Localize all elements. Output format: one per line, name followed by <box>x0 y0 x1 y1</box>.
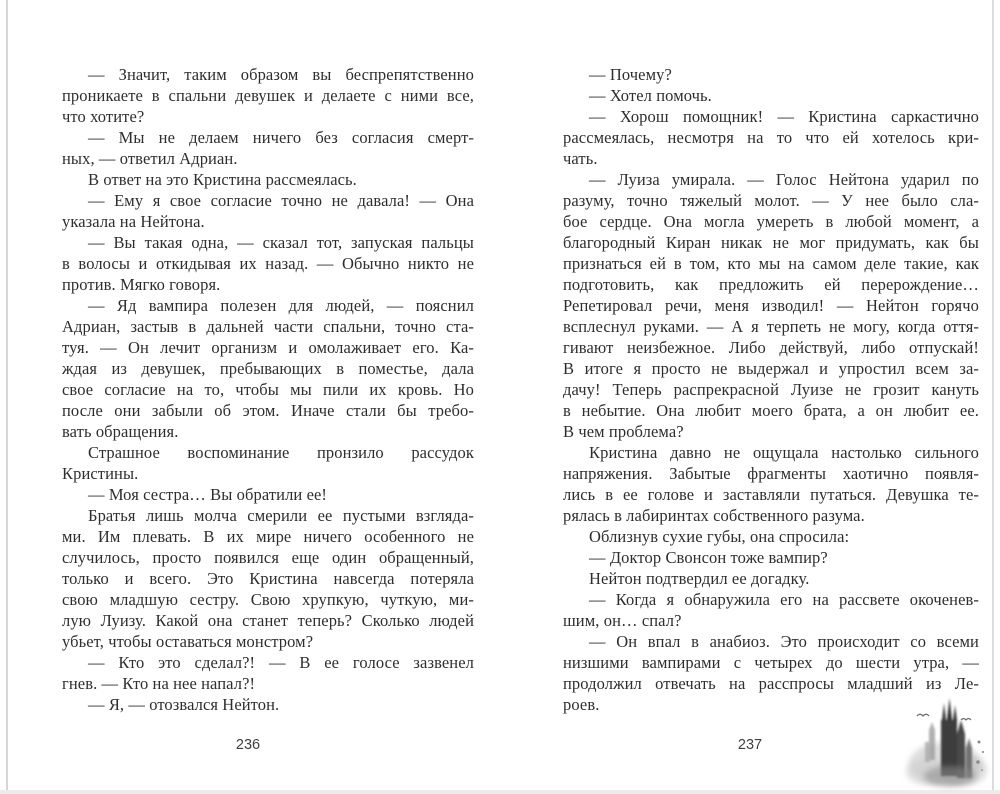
text-line: лую Луизу. Какой она станет теперь? Сколько людей <box>62 611 474 630</box>
text-column-right <box>563 64 979 715</box>
text-column-left <box>62 64 474 715</box>
text-line: проникаете в спальни девушек и делаете с ними все, <box>62 86 474 105</box>
bird-icon <box>961 719 971 721</box>
text-line: низшими вампирами с четырех до шести утра, — <box>563 653 979 672</box>
text-line: В ответ на это Кристина рассмеялась. <box>88 170 357 189</box>
castle-watercolor-illustration <box>895 690 1000 794</box>
text-line: гивают неизбежное. Либо действуй, либо отпускай! <box>563 338 979 357</box>
text-line: — Ему я свое согласие точно не давала! — Она <box>88 191 474 210</box>
text-line: Кристина давно не ощущала настолько сильного <box>589 443 979 462</box>
text-line: гнев. — Кто на нее напал?! <box>62 674 256 693</box>
castle-main-towers <box>941 698 972 778</box>
text-line: всплеснул руками. — А я терпеть не могу, когда оття- <box>563 317 979 336</box>
text-line: В итоге я просто не выдержал и упростил всем за- <box>563 359 979 378</box>
text-line: признаться ей в том, кто мы на самом деле такие, как <box>563 254 979 273</box>
text-line: Нейтон подтвердил ее догадку. <box>589 569 810 588</box>
text-line: Репетировал речи, меня изводил! — Нейтон горячо <box>563 296 979 315</box>
text-line: вать обращения. <box>62 422 179 441</box>
text-line: в волосы и откидывая их назад. — Обычно никто не <box>62 254 474 273</box>
text-line: ных, — ответил Адриан. <box>62 149 238 168</box>
text-line: Страшное воспоминание пронзило рассудок <box>88 443 474 462</box>
text-line: лись в ее голове и заставляли путаться. Девушка те- <box>563 485 979 504</box>
text-line: убьет, чтобы оставаться монстром? <box>62 632 314 651</box>
text-line: — Значит, таким образом вы беспрепятственно <box>88 65 474 84</box>
page-edge-left <box>6 0 8 794</box>
text-line: Братья лишь молча смерили ее пустыми взгляда- <box>88 506 474 525</box>
text-line: ждая из девушек, пребывающих в поместье, дала <box>62 359 474 378</box>
castle-left-tower <box>925 722 935 762</box>
text-line: подготовить, как предложить ей перерождение… <box>563 275 979 294</box>
bird-icon <box>917 714 929 716</box>
text-line: дачу! Теперь распрекрасной Луизе не грозит кануть <box>563 380 979 399</box>
text-line: туя. — Он лечит организм и омолаживает его. Ка- <box>62 338 474 357</box>
text-line: Адриан, застыв в дальней части спальни, точно ста- <box>62 317 474 336</box>
text-line: рялась в лабиринтах собственного разума. <box>563 506 865 525</box>
page-edge-bottom <box>0 790 1000 794</box>
text-line: бое сердце. Она могла умереть в любой момент, а <box>563 212 979 231</box>
text-line: Облизнув сухие губы, она спросила: <box>589 527 850 546</box>
text-line: — Кто это сделал?! — В ее голосе зазвенел <box>88 653 474 672</box>
text-line: ми. Им плевать. В их мире ничего особенного не <box>62 527 474 546</box>
text-line: — Яд вампира полезен для людей, — пояснил <box>88 296 474 315</box>
page-number-left: 236 <box>235 737 261 753</box>
text-line: продолжил отвечать на расспросы младший из Ле- <box>563 674 979 693</box>
text-line: против. Мягко говоря. <box>62 275 221 294</box>
text-line: — Хорош помощник! — Кристина саркастично <box>589 107 979 126</box>
text-line: — Я, — отозвался Нейтон. <box>88 695 280 714</box>
text-line: после они забыли об этом. Иначе стали бы требо- <box>62 401 474 420</box>
text-line: чать. <box>563 149 598 168</box>
text-line: случилось, просто появился еще один обращенный, <box>62 548 474 567</box>
text-line: шим, он… спал? <box>563 611 682 630</box>
text-line: свое согласие на то, чтобы мы пили их кровь. Но <box>62 380 474 399</box>
text-line: — Он впал в анабиоз. Это происходит со всеми <box>589 632 979 651</box>
text-line: — Доктор Свонсон тоже вампир? <box>589 548 828 567</box>
text-line: — Луиза умирала. — Голос Нейтона ударил по <box>589 170 979 189</box>
text-line: напряжения. Забытые фрагменты хаотично появля- <box>563 464 979 483</box>
text-line: рассмеялась, несмотря на то что ей хотелось кри- <box>563 128 979 147</box>
text-line: в небытие. Она любит моего брата, а он любит ее. <box>563 401 979 420</box>
text-line: свою младшую сестру. Свою хрупкую, чуткую, ми- <box>62 590 474 609</box>
text-line: только и всего. Это Кристина навсегда потеряла <box>62 569 474 588</box>
text-line: — Мы не делаем ничего без согласия смерт- <box>88 128 474 147</box>
text-line: роев. <box>563 695 600 714</box>
text-line: — Вы такая одна, — сказал тот, запуская пальцы <box>88 233 474 252</box>
page-number-right: 237 <box>737 737 763 753</box>
text-line: указала на Нейтона. <box>62 212 205 231</box>
text-line: — Почему? <box>589 65 672 84</box>
text-line: — Моя сестра… Вы обратили ее! <box>88 485 328 504</box>
text-line: В чем проблема? <box>563 422 684 441</box>
page-edge-right <box>992 0 994 794</box>
text-line: — Когда я обнаружила его на рассвете окоченев- <box>589 590 979 609</box>
text-line: благородный Киран никак не мог придумать, как бы <box>563 233 979 252</box>
text-line: разуму, точно тяжелый молот. — У нее было сла- <box>563 191 979 210</box>
text-line: — Хотел помочь. <box>589 86 712 105</box>
text-line: что хотите? <box>62 107 145 126</box>
text-line: Кристины. <box>62 464 139 483</box>
